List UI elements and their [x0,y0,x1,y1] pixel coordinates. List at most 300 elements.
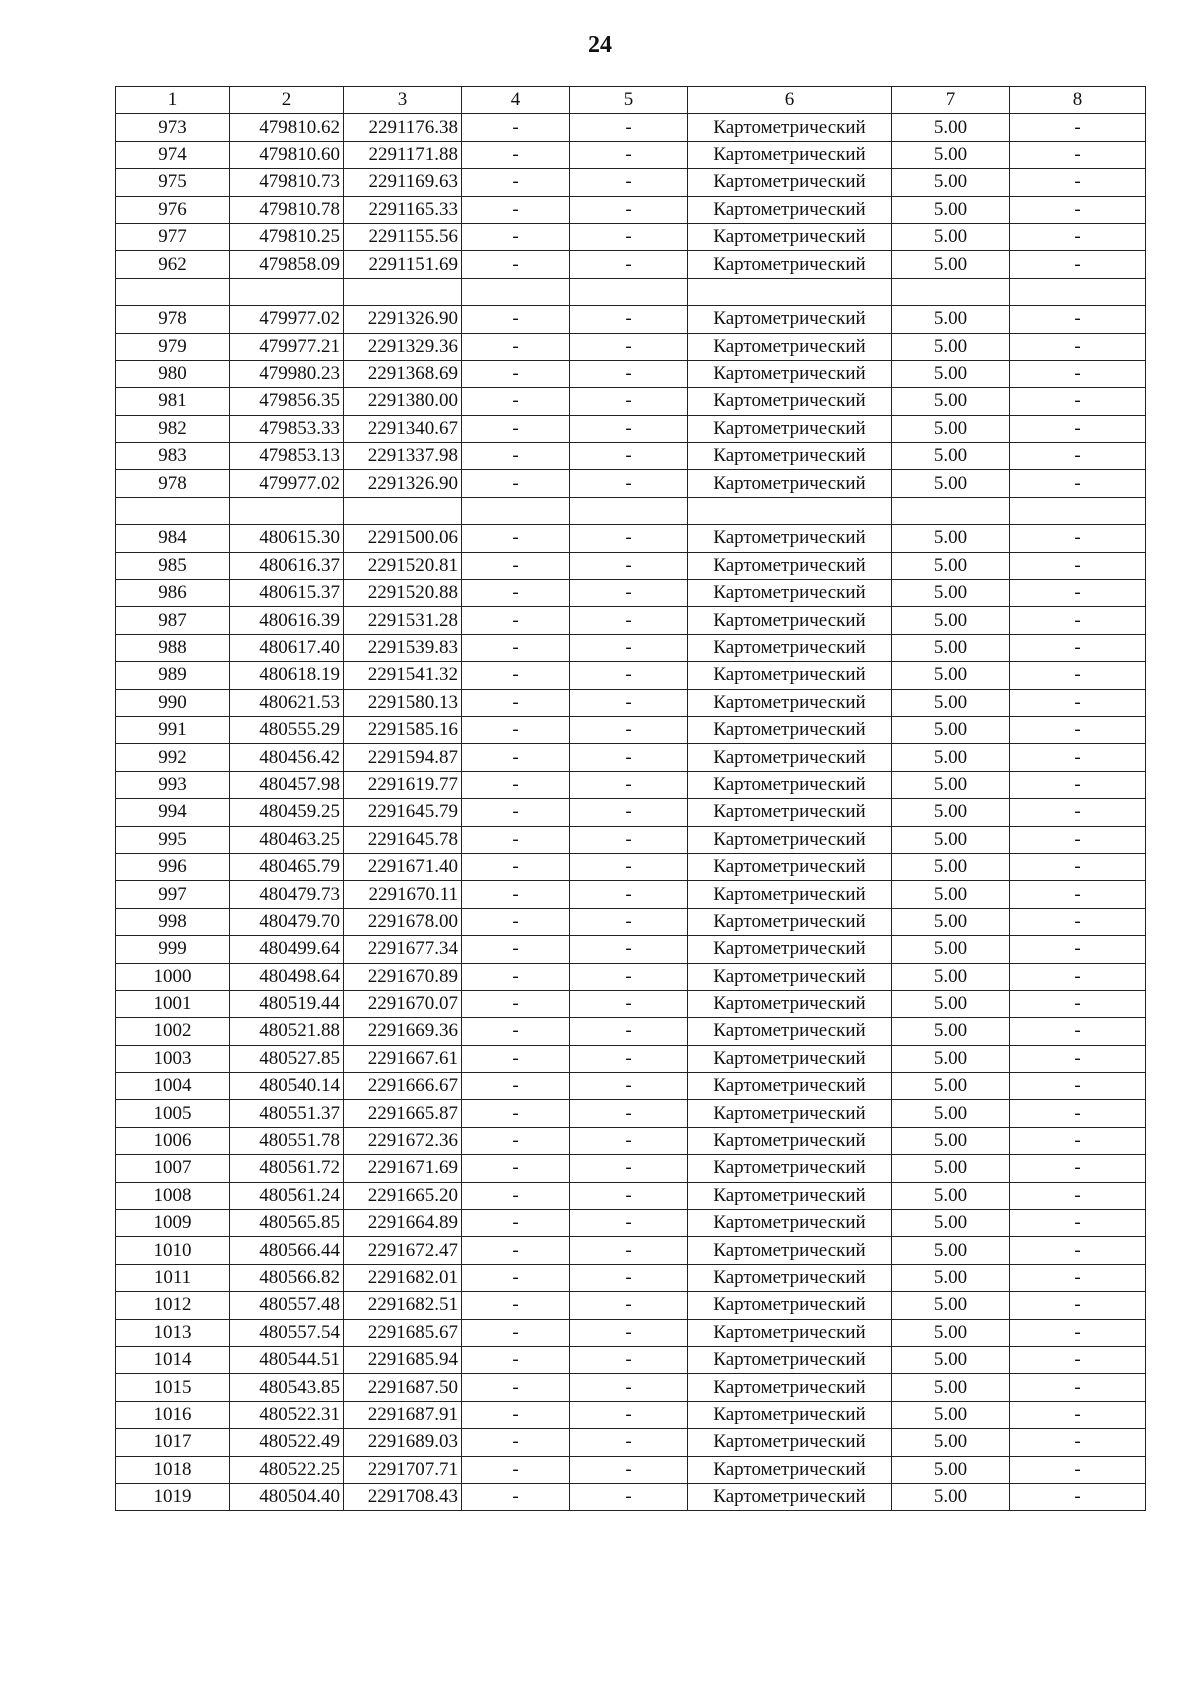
x-coordinate-cell: 480544.51 [230,1346,344,1373]
y-coordinate-cell: 2291520.88 [344,580,462,607]
col8-cell: - [1010,634,1146,661]
col8-cell: - [1010,169,1146,196]
method-cell: Картометрический [688,388,892,415]
col5-cell: - [570,141,688,168]
col8-cell: - [1010,360,1146,387]
method-cell: Картометрический [688,853,892,880]
point-number-cell: 1008 [116,1182,230,1209]
accuracy-cell: 5.00 [892,443,1010,470]
table-row [116,1483,1146,1510]
y-coordinate-cell: 2291682.01 [344,1264,462,1291]
x-coordinate-cell: 480522.49 [230,1429,344,1456]
col4-cell: - [462,990,570,1017]
x-coordinate-cell: 479810.78 [230,196,344,223]
col4-cell: - [462,415,570,442]
point-number-cell: 990 [116,689,230,716]
col5-cell: - [570,716,688,743]
y-coordinate-cell: 2291176.38 [344,114,462,141]
x-coordinate-cell: 480543.85 [230,1374,344,1401]
point-number-cell [116,497,230,524]
point-number-cell: 985 [116,552,230,579]
point-number-cell: 1011 [116,1264,230,1291]
method-cell: Картометрический [688,223,892,250]
table-row [116,799,1146,826]
point-number-cell: 997 [116,881,230,908]
col5-cell: - [570,1127,688,1154]
table-row [116,415,1146,442]
col4-cell: - [462,306,570,333]
table-row [116,662,1146,689]
x-coordinate-cell: 480522.31 [230,1401,344,1428]
accuracy-cell: 5.00 [892,716,1010,743]
x-coordinate-cell: 480616.37 [230,552,344,579]
y-coordinate-cell: 2291165.33 [344,196,462,223]
table-row [116,1018,1146,1045]
col5-cell: - [570,662,688,689]
point-number-cell: 1006 [116,1127,230,1154]
point-number-cell: 1015 [116,1374,230,1401]
y-coordinate-cell: 2291671.69 [344,1155,462,1182]
col4-cell: - [462,607,570,634]
point-number-cell: 991 [116,716,230,743]
accuracy-cell: 5.00 [892,881,1010,908]
col5-cell: - [570,1073,688,1100]
point-number-cell: 1001 [116,990,230,1017]
method-cell: Картометрический [688,1401,892,1428]
col5-cell: - [570,634,688,661]
x-coordinate-cell: 479853.33 [230,415,344,442]
x-coordinate-cell: 480551.37 [230,1100,344,1127]
col5-cell: - [570,1429,688,1456]
y-coordinate-cell: 2291685.94 [344,1346,462,1373]
point-number-cell: 1018 [116,1456,230,1483]
y-coordinate-cell: 2291678.00 [344,908,462,935]
method-cell: Картометрический [688,634,892,661]
y-coordinate-cell: 2291645.78 [344,826,462,853]
col4-cell: - [462,1210,570,1237]
point-number-cell: 974 [116,141,230,168]
column-header: 4 [462,87,570,114]
col4-cell: - [462,360,570,387]
x-coordinate-cell [230,278,344,305]
y-coordinate-cell: 2291682.51 [344,1292,462,1319]
point-number-cell: 1002 [116,1018,230,1045]
accuracy-cell: 5.00 [892,223,1010,250]
point-number-cell: 988 [116,634,230,661]
accuracy-cell: 5.00 [892,963,1010,990]
y-coordinate-cell: 2291326.90 [344,470,462,497]
accuracy-cell: 5.00 [892,799,1010,826]
col5-cell: - [570,251,688,278]
col4-cell: - [462,1483,570,1510]
table-row [116,360,1146,387]
col5-cell: - [570,936,688,963]
col8-cell: - [1010,689,1146,716]
accuracy-cell: 5.00 [892,388,1010,415]
accuracy-cell: 5.00 [892,607,1010,634]
x-coordinate-cell: 480459.25 [230,799,344,826]
col5-cell: - [570,333,688,360]
accuracy-cell: 5.00 [892,1237,1010,1264]
col5-cell: - [570,1100,688,1127]
col5-cell: - [570,223,688,250]
accuracy-cell: 5.00 [892,470,1010,497]
col8-cell: - [1010,607,1146,634]
method-cell: Картометрический [688,990,892,1017]
accuracy-cell: 5.00 [892,689,1010,716]
col4-cell: - [462,771,570,798]
point-number-cell: 982 [116,415,230,442]
point-number-cell: 989 [116,662,230,689]
col5-cell: - [570,881,688,908]
point-number-cell: 978 [116,306,230,333]
accuracy-cell: 5.00 [892,333,1010,360]
point-number-cell: 1014 [116,1346,230,1373]
col5-cell: - [570,1401,688,1428]
col8-cell: - [1010,552,1146,579]
col4-cell: - [462,251,570,278]
point-number-cell: 1000 [116,963,230,990]
x-coordinate-cell: 479858.09 [230,251,344,278]
accuracy-cell: 5.00 [892,1210,1010,1237]
x-coordinate-cell: 480551.78 [230,1127,344,1154]
table-row [116,689,1146,716]
method-cell: Картометрический [688,1182,892,1209]
y-coordinate-cell: 2291326.90 [344,306,462,333]
col4-cell: - [462,908,570,935]
point-number-cell: 992 [116,744,230,771]
col4-cell: - [462,1401,570,1428]
col4-cell: - [462,141,570,168]
col8-cell: - [1010,1429,1146,1456]
x-coordinate-cell: 480457.98 [230,771,344,798]
point-number-cell: 973 [116,114,230,141]
col5-cell: - [570,1483,688,1510]
point-number-cell: 987 [116,607,230,634]
point-number-cell: 993 [116,771,230,798]
y-coordinate-cell [344,278,462,305]
method-cell: Картометрический [688,1483,892,1510]
point-number-cell: 986 [116,580,230,607]
col5-cell: - [570,1237,688,1264]
col4-cell: - [462,1182,570,1209]
col8-cell: - [1010,990,1146,1017]
col5-cell: - [570,744,688,771]
accuracy-cell: 5.00 [892,169,1010,196]
accuracy-cell: 5.00 [892,251,1010,278]
col4-cell: - [462,1346,570,1373]
table-row [116,1456,1146,1483]
method-cell: Картометрический [688,169,892,196]
col5-cell: - [570,1182,688,1209]
accuracy-cell: 5.00 [892,552,1010,579]
col5-cell: - [570,771,688,798]
accuracy-cell: 5.00 [892,141,1010,168]
col8-cell: - [1010,1182,1146,1209]
point-number-cell: 1003 [116,1045,230,1072]
col4-cell: - [462,881,570,908]
y-coordinate-cell: 2291671.40 [344,853,462,880]
x-coordinate-cell: 480555.29 [230,716,344,743]
col4-cell: - [462,169,570,196]
point-number-cell: 996 [116,853,230,880]
col5-cell: - [570,1155,688,1182]
table-row [116,278,1146,305]
method-cell: Картометрический [688,251,892,278]
col8-cell: - [1010,662,1146,689]
x-coordinate-cell: 480615.30 [230,525,344,552]
method-cell: Картометрический [688,470,892,497]
accuracy-cell: 5.00 [892,415,1010,442]
method-cell: Картометрический [688,1045,892,1072]
accuracy-cell [892,497,1010,524]
method-cell: Картометрический [688,1264,892,1291]
x-coordinate-cell: 479810.25 [230,223,344,250]
method-cell: Картометрический [688,580,892,607]
x-coordinate-cell: 480499.64 [230,936,344,963]
x-coordinate-cell: 480557.48 [230,1292,344,1319]
y-coordinate-cell: 2291689.03 [344,1429,462,1456]
method-cell: Картометрический [688,1374,892,1401]
point-number-cell: 999 [116,936,230,963]
x-coordinate-cell: 480557.54 [230,1319,344,1346]
x-coordinate-cell: 479977.02 [230,470,344,497]
accuracy-cell: 5.00 [892,1401,1010,1428]
y-coordinate-cell: 2291155.56 [344,223,462,250]
method-cell: Картометрический [688,306,892,333]
col8-cell: - [1010,799,1146,826]
col4-cell: - [462,689,570,716]
col5-cell: - [570,443,688,470]
method-cell: Картометрический [688,114,892,141]
x-coordinate-cell: 480479.70 [230,908,344,935]
x-coordinate-cell: 479980.23 [230,360,344,387]
col4-cell: - [462,963,570,990]
point-number-cell: 1005 [116,1100,230,1127]
accuracy-cell: 5.00 [892,634,1010,661]
method-cell: Картометрический [688,1456,892,1483]
col8-cell: - [1010,716,1146,743]
method-cell: Картометрический [688,662,892,689]
method-cell: Картометрический [688,744,892,771]
y-coordinate-cell: 2291619.77 [344,771,462,798]
col8-cell: - [1010,525,1146,552]
accuracy-cell: 5.00 [892,1045,1010,1072]
method-cell: Картометрический [688,799,892,826]
col4-cell: - [462,716,570,743]
col4-cell [462,497,570,524]
table-row [116,333,1146,360]
col4-cell: - [462,1429,570,1456]
col5-cell: - [570,1045,688,1072]
col5-cell: - [570,360,688,387]
col8-cell: - [1010,306,1146,333]
table-row [116,525,1146,552]
method-cell: Картометрический [688,1100,892,1127]
col5-cell: - [570,388,688,415]
col5-cell: - [570,1456,688,1483]
table-row [116,141,1146,168]
col8-cell: - [1010,1264,1146,1291]
x-coordinate-cell: 480463.25 [230,826,344,853]
x-coordinate-cell: 479977.02 [230,306,344,333]
y-coordinate-cell: 2291539.83 [344,634,462,661]
accuracy-cell: 5.00 [892,1429,1010,1456]
col5-cell: - [570,607,688,634]
table-row [116,1073,1146,1100]
method-cell: Картометрический [688,826,892,853]
x-coordinate-cell: 480456.42 [230,744,344,771]
col4-cell: - [462,1073,570,1100]
table-row [116,1045,1146,1072]
table-row [116,114,1146,141]
column-header: 6 [688,87,892,114]
col8-cell: - [1010,1483,1146,1510]
col5-cell: - [570,306,688,333]
y-coordinate-cell: 2291151.69 [344,251,462,278]
col8-cell: - [1010,443,1146,470]
table-row [116,1127,1146,1154]
accuracy-cell: 5.00 [892,196,1010,223]
x-coordinate-cell [230,497,344,524]
col8-cell: - [1010,470,1146,497]
y-coordinate-cell: 2291368.69 [344,360,462,387]
method-cell: Картометрический [688,1319,892,1346]
x-coordinate-cell: 480561.24 [230,1182,344,1209]
col4-cell: - [462,634,570,661]
point-number-cell: 1004 [116,1073,230,1100]
col4-cell: - [462,1100,570,1127]
accuracy-cell: 5.00 [892,1483,1010,1510]
col5-cell: - [570,990,688,1017]
col4-cell: - [462,1319,570,1346]
table-row [116,443,1146,470]
point-number-cell: 984 [116,525,230,552]
table-row [116,1319,1146,1346]
x-coordinate-cell: 480561.72 [230,1155,344,1182]
col8-cell: - [1010,141,1146,168]
col4-cell: - [462,744,570,771]
x-coordinate-cell: 480618.19 [230,662,344,689]
x-coordinate-cell: 480616.39 [230,607,344,634]
y-coordinate-cell: 2291645.79 [344,799,462,826]
col5-cell: - [570,799,688,826]
method-cell: Картометрический [688,607,892,634]
point-number-cell [116,278,230,305]
table-row [116,853,1146,880]
table-header-row [116,87,1146,114]
column-header: 5 [570,87,688,114]
table-row [116,607,1146,634]
table-row [116,634,1146,661]
col5-cell: - [570,689,688,716]
col4-cell: - [462,196,570,223]
col4-cell: - [462,1374,570,1401]
column-header: 7 [892,87,1010,114]
col8-cell: - [1010,388,1146,415]
table-row [116,881,1146,908]
col8-cell: - [1010,1100,1146,1127]
y-coordinate-cell: 2291708.43 [344,1483,462,1510]
col4-cell: - [462,662,570,689]
table-row [116,1155,1146,1182]
y-coordinate-cell: 2291585.16 [344,716,462,743]
x-coordinate-cell: 479977.21 [230,333,344,360]
accuracy-cell: 5.00 [892,1292,1010,1319]
point-number-cell: 1013 [116,1319,230,1346]
col5-cell: - [570,415,688,442]
y-coordinate-cell: 2291541.32 [344,662,462,689]
x-coordinate-cell: 480566.82 [230,1264,344,1291]
method-cell: Картометрический [688,771,892,798]
accuracy-cell: 5.00 [892,360,1010,387]
col4-cell: - [462,1018,570,1045]
column-header: 3 [344,87,462,114]
method-cell: Картометрический [688,443,892,470]
x-coordinate-cell: 480615.37 [230,580,344,607]
table-row [116,497,1146,524]
y-coordinate-cell: 2291707.71 [344,1456,462,1483]
col8-cell: - [1010,936,1146,963]
col5-cell: - [570,853,688,880]
point-number-cell: 979 [116,333,230,360]
method-cell: Картометрический [688,1210,892,1237]
col5-cell [570,278,688,305]
method-cell: Картометрический [688,333,892,360]
point-number-cell: 1007 [116,1155,230,1182]
y-coordinate-cell: 2291340.67 [344,415,462,442]
method-cell [688,278,892,305]
col8-cell: - [1010,1018,1146,1045]
table-row [116,1210,1146,1237]
col8-cell [1010,497,1146,524]
y-coordinate-cell: 2291685.67 [344,1319,462,1346]
y-coordinate-cell: 2291672.47 [344,1237,462,1264]
method-cell: Картометрический [688,525,892,552]
method-cell: Картометрический [688,963,892,990]
y-coordinate-cell: 2291670.89 [344,963,462,990]
method-cell: Картометрический [688,1237,892,1264]
col5-cell: - [570,580,688,607]
col4-cell: - [462,853,570,880]
col4-cell [462,278,570,305]
page-number: 24 [588,32,612,58]
col8-cell: - [1010,881,1146,908]
accuracy-cell: 5.00 [892,1264,1010,1291]
point-number-cell: 978 [116,470,230,497]
col8-cell: - [1010,771,1146,798]
table-row [116,936,1146,963]
x-coordinate-cell: 480498.64 [230,963,344,990]
table-row [116,251,1146,278]
table-row [116,990,1146,1017]
table-row [116,1346,1146,1373]
col8-cell: - [1010,114,1146,141]
accuracy-cell: 5.00 [892,1127,1010,1154]
col5-cell: - [570,470,688,497]
col4-cell: - [462,114,570,141]
col4-cell: - [462,388,570,415]
col5-cell: - [570,908,688,935]
accuracy-cell: 5.00 [892,114,1010,141]
method-cell [688,497,892,524]
x-coordinate-cell: 480521.88 [230,1018,344,1045]
col4-cell: - [462,1127,570,1154]
col8-cell: - [1010,908,1146,935]
point-number-cell: 1010 [116,1237,230,1264]
point-number-cell: 1012 [116,1292,230,1319]
accuracy-cell: 5.00 [892,1073,1010,1100]
